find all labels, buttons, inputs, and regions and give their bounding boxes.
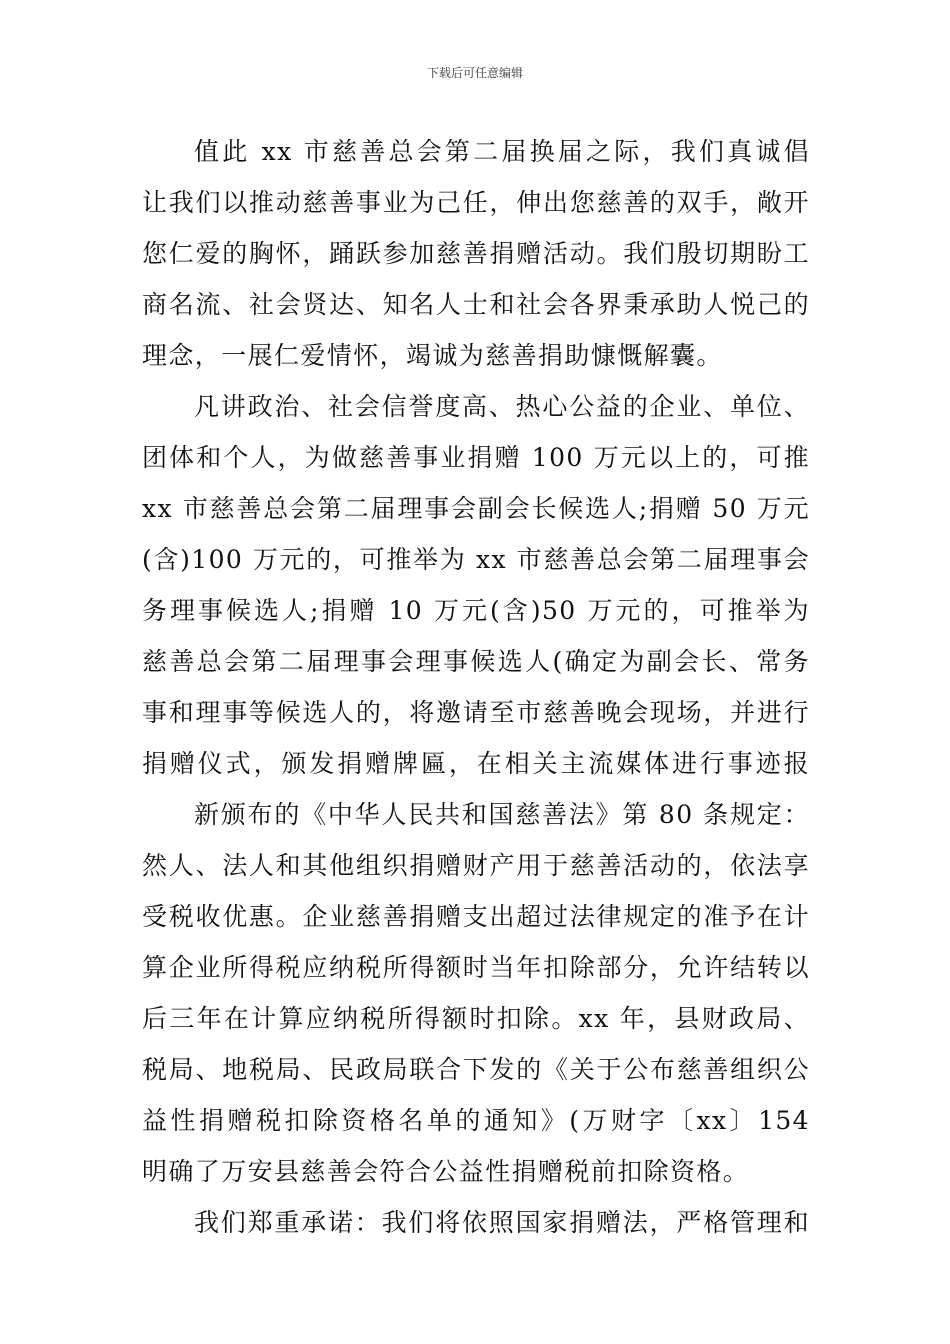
text-line: 慈善总会第二届理事会理事候选人(确定为副会长、常务: [142, 647, 810, 676]
text-line: 让我们以推动慈善事业为己任，伸出您慈善的双手，敞开: [142, 188, 810, 217]
text-line: 我们郑重承诺：我们将依照国家捐赠法，严格管理和: [194, 1208, 810, 1237]
text-line: 算企业所得税应纳税所得额时当年扣除部分，允许结转以: [142, 953, 810, 982]
text-line: 然人、法人和其他组织捐赠财产用于慈善活动的，依法享: [142, 851, 810, 880]
text-line: 值此 xx 市慈善总会第二届换届之际，我们真诚倡: [194, 137, 810, 166]
text-line: 后三年在计算应纳税所得额时扣除。xx 年，县财政局、: [142, 1004, 810, 1033]
page-header: 下载后可任意编辑: [426, 66, 523, 80]
document-body: [142, 126, 810, 1248]
paragraph: [142, 789, 810, 1197]
paragraph: [142, 381, 810, 789]
text-line: 益性捐赠税扣除资格名单的通知》(万财字〔xx〕154: [142, 1106, 810, 1135]
text-line: 新颁布的《中华人民共和国慈善法》第 80 条规定：: [194, 800, 810, 829]
paragraph: [142, 1197, 810, 1248]
text-line: xx 市慈善总会第二届理事会副会长候选人;捐赠 50 万元: [142, 494, 810, 523]
text-line: 税局、地税局、民政局联合下发的《关于公布慈善组织公: [142, 1055, 810, 1084]
text-line: 事和理事等候选人的，将邀请至市慈善晚会现场，并进行: [142, 698, 810, 727]
text-line: 团体和个人，为做慈善事业捐赠 100 万元以上的，可推: [142, 443, 810, 472]
text-line: 商名流、社会贤达、知名人士和社会各界秉承助人悦己的: [142, 290, 810, 319]
text-line: (含)100 万元的，可推举为 xx 市慈善总会第二届理事会: [142, 545, 810, 574]
text-line: 捐赠仪式，颁发捐赠牌匾，在相关主流媒体进行事迹报: [142, 749, 810, 778]
text-line: 务理事候选人;捐赠 10 万元(含)50 万元的，可推举为: [142, 596, 810, 625]
text-line: 理念，一展仁爱情怀，竭诚为慈善捐助慷慨解囊。: [142, 341, 723, 370]
text-line: 凡讲政治、社会信誉度高、热心公益的企业、单位、: [194, 392, 810, 421]
text-line: 受税收优惠。企业慈善捐赠支出超过法律规定的准予在计: [142, 902, 810, 931]
text-line: 您仁爱的胸怀，踊跃参加慈善捐赠活动。我们殷切期盼工: [142, 239, 810, 268]
paragraph: [142, 126, 810, 381]
text-line: 明确了万安县慈善会符合公益性捐赠税前扣除资格。: [142, 1157, 750, 1186]
